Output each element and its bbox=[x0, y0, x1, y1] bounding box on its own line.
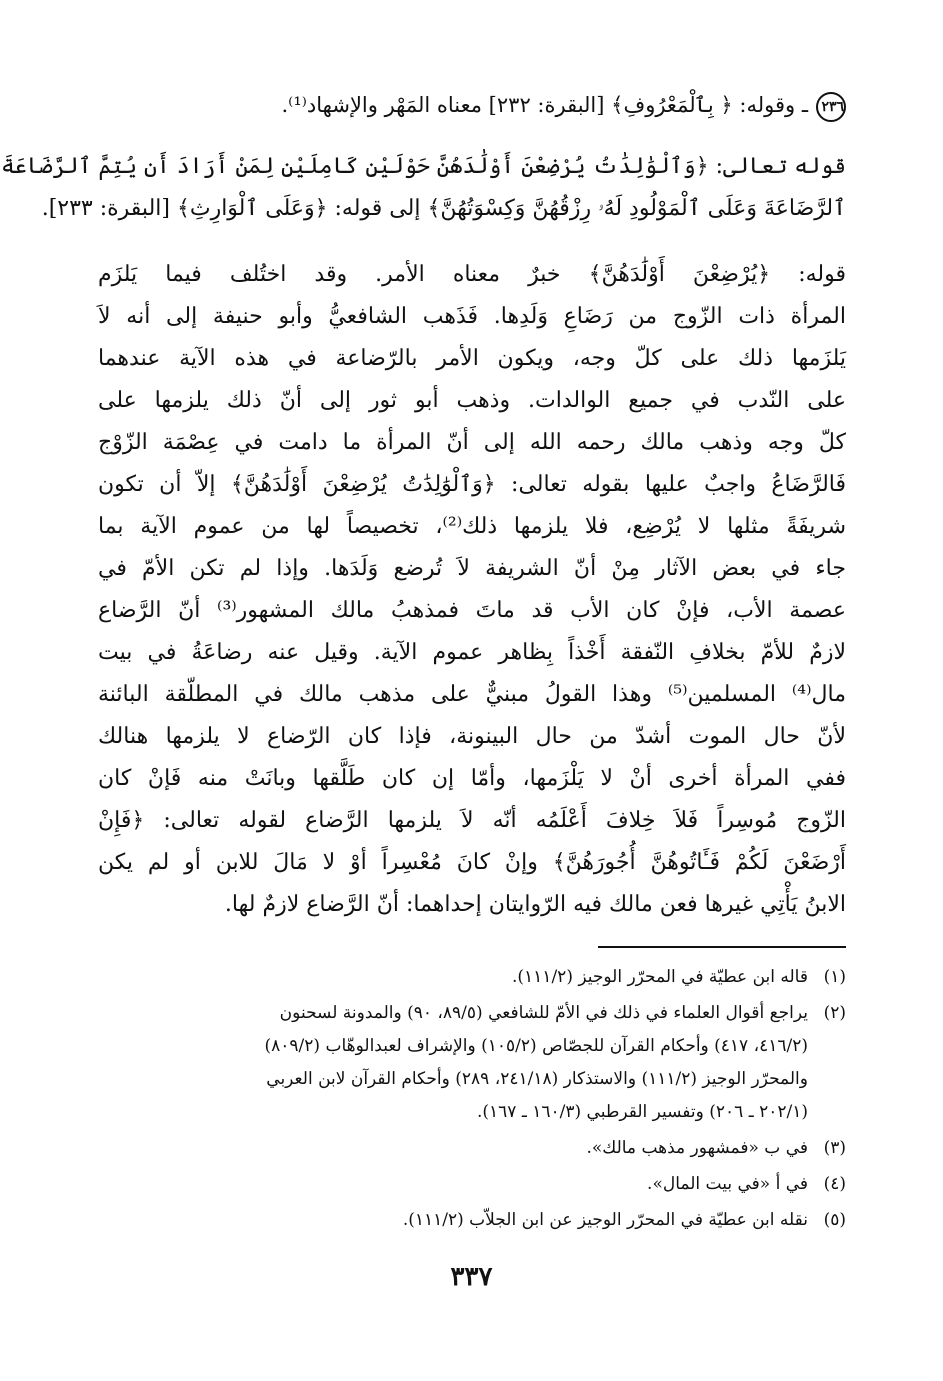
footnote-number: (٢) bbox=[823, 1003, 846, 1023]
body-line: مال⁽⁴⁾ المسلمين⁽⁵⁾ وهذا القولُ مبنيٌّ على مذهب مالك في المطلّقة البائنة bbox=[98, 682, 846, 707]
footnote-text: في ب «فمشهور مذهب مالك». bbox=[586, 1138, 808, 1158]
footnote-text: قاله ابن عطيّة في المحرّر الوجيز (١١١/٢). bbox=[512, 967, 808, 987]
entry-text: ـ وقوله: ﴿ بِٱلْمَعْرُوفِ﴾ [البقرة: ٢٣٢] معناه المَهْر والإشهاد⁽¹⁾. bbox=[281, 93, 808, 117]
footnote bbox=[98, 998, 846, 1028]
verse-line-1: قوله تعالى: ﴿وَٱلْوَٰلِدَٰتُ يُرْضِعْنَ أَوْلَٰدَهُنَّ حَوْلَيْنِ كَامِلَيْنِ لِمَنْ أَرَادَ أَن يُتِمَّ ٱلرَّضَاعَةَ bbox=[1, 154, 846, 179]
body-line: لأنّ حال الموت أشدّ من حال البينونة، فإذا كان الرّضاع لا يلزمها هنالك bbox=[98, 724, 846, 749]
page-number: ٣٣٧ bbox=[450, 1262, 493, 1292]
body-line: لازمٌ للأمّ بخلافِ النّفقة أَخْذاً بِظاهر عموم الآية. وقيل عنه رضاعَةُ في بيت bbox=[98, 640, 846, 665]
body-line: قوله: ﴿يُرْضِعْنَ أَوْلَٰدَهُنَّ﴾ خبرٌ معناه الأمر. وقد اختُلف فيما يَلزَم bbox=[98, 262, 846, 287]
footnote-text: نقله ابن عطيّة في المحرّر الوجيز عن ابن الجلاّب (١١١/٢). bbox=[402, 1210, 808, 1230]
footnote-continuation: (٤١٦/٢، ٤١٧) وأحكام القرآن للجصّاص (١٠٥/٢) والإشراف لعبدالوهّاب (٨٠٩/٢) bbox=[264, 1036, 808, 1056]
footnote-number: (٥) bbox=[823, 1210, 846, 1230]
footnote-number: (٣) bbox=[823, 1138, 846, 1158]
entry-number-badge: ٢٣٦ bbox=[816, 92, 846, 122]
body-line: شريفَةً مثلها لا يُرْضِع، فلا يلزمها ذلك⁽²⁾، تخصيصاً لها من عموم الآية بما bbox=[98, 514, 846, 539]
body-line: جاء في بعض الآثار مِنْ أنّ الشريفة لاَ تُرضع وَلَدَها. وإذا لم تكن الأمّ في bbox=[98, 556, 846, 581]
body-line: ففي المرأة أخرى أنْ لا يَلْزَمها، وأمّا إن كان طَلَّقها وبانَتْ منه فَإنْ كان bbox=[98, 766, 846, 791]
body-line: على النّدب في جميع الوالدات. وذهب أبو ثور إلى أنّ ذلك يلزمها على bbox=[98, 388, 846, 413]
footnote-separator bbox=[598, 946, 846, 948]
body-line: كلّ وجه وذهب مالك رحمه الله إلى أنّ المرأة ما دامت في عِصْمَة الزّوْج bbox=[98, 430, 846, 455]
body-line: المرأة ذات الزّوج من رَضَاعِ وَلَدِها. فَذَهب الشافعيُّ وأبو حنيفة إلى أنه لاَ bbox=[98, 304, 846, 329]
body-line: عصمة الأب، فإنْ كان الأب قد ماتَ فمذهبُ مالك المشهور⁽³⁾ أنّ الرَّضاع bbox=[98, 598, 847, 623]
body-line: فَالرَّضَاعُ واجبٌ عليها بقوله تعالى: ﴿وَٱلْوَٰلِدَٰتُ يُرْضِعْنَ أَوْلَٰدَهُنَّ﴾ إلاّ أن تكون bbox=[98, 472, 846, 497]
footnote-text: يراجع أقوال العلماء في ذلك في الأمّ للشافعي (٨٩/٥، ٩٠) والمدونة لسحنون bbox=[279, 1003, 808, 1023]
body-line: الابنُ يَأْتِي غيرها فعن مالك فيه الرّوايتان إحداهما: أنّ الرَّضاع لازمٌ لها. bbox=[224, 892, 846, 917]
footnote bbox=[98, 1205, 846, 1235]
footnote-number: (٤) bbox=[823, 1174, 846, 1194]
footnote bbox=[98, 962, 846, 992]
footnote-continuation: والمحرّر الوجيز (١١١/٢) والاستذكار (٢٤١/١٨، ٢٨٩) وأحكام القرآن لابن العربي bbox=[266, 1069, 808, 1089]
footnote bbox=[98, 1133, 846, 1163]
footnote-continuation: (٢٠٢/١ ـ ٢٠٦) وتفسير القرطبي (١٦٠/٣ ـ ١٦٧). bbox=[476, 1102, 808, 1122]
entry-line bbox=[98, 86, 846, 124]
footnote-number: (١) bbox=[823, 967, 846, 987]
footnote-text: في أ «في بيت المال». bbox=[647, 1174, 808, 1194]
footnote bbox=[98, 1169, 846, 1199]
body-line: أَرْضَعْنَ لَكُمْ فَـَٔاتُوهُنَّ أُجُورَهُنَّ﴾ وإنْ كانَ مُعْسِراً أوْ لا مَالَ للابن أو لم يكن bbox=[98, 850, 846, 875]
body-line: يَلزَمها ذلك على كلّ وجه، ويكون الأمر بالرّضاعة في هذه الآية عندهما bbox=[98, 346, 846, 371]
body-line: الزّوج مُوسِراً فَلاَ خِلافَ أَعْلَمُه أنّه لاَ يلزمها الرَّضاع لقوله تعالى: ﴿فَإِنْ bbox=[98, 808, 846, 833]
verse-line-2: ٱلرَّضَاعَةَ وَعَلَى ٱلْمَوْلُودِ لَهُۥ رِزْقُهُنَّ وَكِسْوَتُهُنَّ﴾ إلى قوله: ﴿وَعَلَى ٱلْوَارِثِ﴾ [البقرة: ٢٣٣]. bbox=[41, 196, 846, 221]
